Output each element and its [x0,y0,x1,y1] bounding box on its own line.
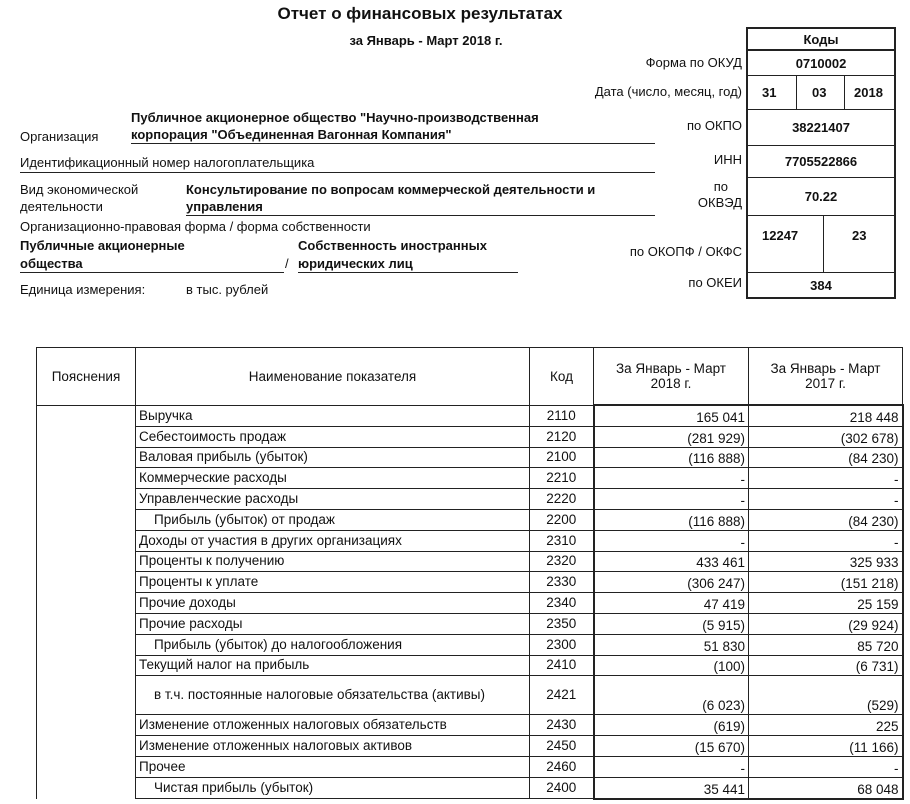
row-indicator-name: Изменение отложенных налоговых обязательств [136,715,530,736]
row-current-value: - [594,468,749,489]
row-indicator-name: Прочие доходы [136,593,530,614]
row-previous-value: (84 230) [749,447,903,468]
header-explanations: Пояснения [37,348,136,406]
row-code: 2310 [530,530,594,551]
row-code: 2421 [530,676,594,715]
okpo-value: 38221407 [748,110,894,146]
okud-value: 0710002 [748,51,894,76]
codes-box [746,27,896,299]
row-previous-value: (529) [749,676,903,715]
okpo-label: по ОКПО [686,118,742,133]
okved-label-top: по [713,179,728,194]
row-current-value: 433 461 [594,551,749,572]
row-previous-value: (302 678) [749,426,903,447]
ownership-line2: юридических лиц [298,256,413,271]
table-row [37,489,903,510]
table-row [37,756,903,777]
legal-form-label: Организационно-правовая форма / форма собственности [20,219,371,234]
unit-label: Единица измерения: [20,282,146,297]
row-current-value: (5 915) [594,613,749,634]
row-explanation [37,572,136,593]
table-row [37,715,903,736]
okei-label: по ОКЕИ [688,275,742,290]
row-explanation [37,489,136,510]
unit-value: в тыс. рублей [186,282,269,297]
table-row [37,468,903,489]
legal-form-line1: Публичные акционерные [20,238,185,253]
date-year: 2018 [854,85,883,100]
row-code: 2100 [530,447,594,468]
row-explanation [37,426,136,447]
row-code: 2120 [530,426,594,447]
row-previous-value: 225 [749,715,903,736]
row-indicator-name: Текущий налог на прибыль [136,655,530,676]
row-previous-value: 325 933 [749,551,903,572]
row-code: 2340 [530,593,594,614]
row-explanation [37,715,136,736]
okfs-value: 23 [852,228,867,243]
okei-value: 384 [810,277,832,293]
row-indicator-name: Проценты к уплате [136,572,530,593]
row-indicator-name: Себестоимость продаж [136,426,530,447]
row-code: 2220 [530,489,594,510]
table-row [37,426,903,447]
row-previous-value: - [749,489,903,510]
activity-underline [186,215,655,216]
row-previous-value: (29 924) [749,613,903,634]
row-code: 2200 [530,509,594,530]
report-period: за Январь - Март 2018 г. [349,33,503,48]
row-explanation [37,509,136,530]
activity-value-line2: управления [186,199,263,214]
row-indicator-name: Проценты к получению [136,551,530,572]
table-row [37,509,903,530]
row-code: 2300 [530,634,594,655]
row-current-value: 47 419 [594,593,749,614]
ownership-line1: Собственность иностранных [298,238,487,253]
legal-form-underline [20,272,284,273]
table-row [37,530,903,551]
organization-name-line1: Публичное акционерное общество "Научно-производственная [131,110,539,125]
report-title: Отчет о финансовых результатах [277,4,563,23]
table-row [37,613,903,634]
row-explanation [37,551,136,572]
row-indicator-name: Коммерческие расходы [136,468,530,489]
row-previous-value: 218 448 [749,405,903,426]
okopf-label: по ОКОПФ / ОКФС [629,244,742,259]
row-indicator-name: Прибыль (убыток) до налогообложения [136,634,530,655]
table-row [37,572,903,593]
row-current-value: 35 441 [594,777,749,798]
row-previous-value: 68 048 [749,777,903,798]
table-row [37,405,903,426]
row-current-value: (6 023) [594,676,749,715]
row-current-value: (619) [594,715,749,736]
row-indicator-name: Управленческие расходы [136,489,530,510]
row-indicator-name: Выручка [136,405,530,426]
row-explanation [37,676,136,715]
date-month: 03 [812,85,827,100]
table-row [37,676,903,715]
row-current-value: (116 888) [594,509,749,530]
row-current-value: (116 888) [594,447,749,468]
row-explanation [37,756,136,777]
row-code: 2400 [530,777,594,798]
table-row [37,655,903,676]
organization-underline [131,143,655,144]
row-previous-value: 85 720 [749,634,903,655]
okopf-okfs-value [748,216,894,273]
row-explanation [37,634,136,655]
row-explanation [37,530,136,551]
row-previous-value: - [749,756,903,777]
row-indicator-name: в т.ч. постоянные налоговые обязательства (активы) [136,676,530,715]
row-indicator-name: Прочие расходы [136,613,530,634]
okud-label: Форма по ОКУД [645,55,742,70]
activity-label-line2: деятельности [20,199,103,214]
row-current-value: (15 670) [594,736,749,757]
row-code: 2410 [530,655,594,676]
row-code: 2330 [530,572,594,593]
row-current-value: - [594,489,749,510]
table-row [37,593,903,614]
row-explanation [37,736,136,757]
inn-full-label: Идентификационный номер налогоплательщика [20,155,315,170]
row-explanation [37,593,136,614]
row-code: 2450 [530,736,594,757]
header-previous-period: За Январь - Март 2017 г. [749,348,903,406]
row-indicator-name: Чистая прибыль (убыток) [136,777,530,798]
row-code: 2210 [530,468,594,489]
header-code: Код [530,348,594,406]
table-row [37,777,903,798]
inn-underline [20,172,655,173]
inn-value: 7705522866 [748,146,894,178]
activity-label-line1: Вид экономической [20,182,139,197]
financial-results-table [36,347,904,800]
row-code: 2430 [530,715,594,736]
row-current-value: (281 929) [594,426,749,447]
row-code: 2350 [530,613,594,634]
table-row [37,736,903,757]
row-indicator-name: Изменение отложенных налоговых активов [136,736,530,757]
date-day: 31 [762,85,777,100]
organization-label: Организация [20,129,99,144]
row-explanation [37,405,136,426]
row-explanation [37,613,136,634]
row-explanation [37,777,136,798]
okopf-value: 12247 [762,228,799,243]
date-value [748,76,894,110]
row-current-value: - [594,756,749,777]
row-current-value: (306 247) [594,572,749,593]
row-previous-value: (6 731) [749,655,903,676]
okved-value: 70.22 [748,178,894,216]
table-row [37,634,903,655]
legal-form-slash: / [285,256,289,271]
table-row [37,551,903,572]
activity-value-line1: Консультирование по вопросам коммерческой деятельности и [186,182,596,197]
row-code: 2320 [530,551,594,572]
row-previous-value: (11 166) [749,736,903,757]
header-current-period: За Январь - Март 2018 г. [594,348,749,406]
table-header-row [37,348,903,406]
row-explanation [37,655,136,676]
ownership-underline [298,272,518,273]
okved-label-bottom: ОКВЭД [697,195,742,210]
organization-name-line2: корпорация "Объединенная Вагонная Компания" [131,127,452,142]
row-code: 2460 [530,756,594,777]
row-indicator-name: Валовая прибыль (убыток) [136,447,530,468]
codes-header: Коды [748,29,894,51]
row-previous-value: - [749,530,903,551]
row-current-value: 165 041 [594,405,749,426]
row-current-value: 51 830 [594,634,749,655]
row-explanation [37,468,136,489]
legal-form-line2: общества [20,256,83,271]
row-current-value: (100) [594,655,749,676]
row-code: 2110 [530,405,594,426]
row-indicator-name: Доходы от участия в других организациях [136,530,530,551]
header-indicator-name: Наименование показателя [136,348,530,406]
inn-label: ИНН [713,152,742,167]
row-previous-value: (151 218) [749,572,903,593]
row-previous-value: - [749,468,903,489]
row-current-value: - [594,530,749,551]
table-row [37,447,903,468]
date-label: Дата (число, месяц, год) [594,84,742,99]
row-explanation [37,447,136,468]
row-previous-value: 25 159 [749,593,903,614]
row-previous-value: (84 230) [749,509,903,530]
row-indicator-name: Прочее [136,756,530,777]
row-indicator-name: Прибыль (убыток) от продаж [136,509,530,530]
